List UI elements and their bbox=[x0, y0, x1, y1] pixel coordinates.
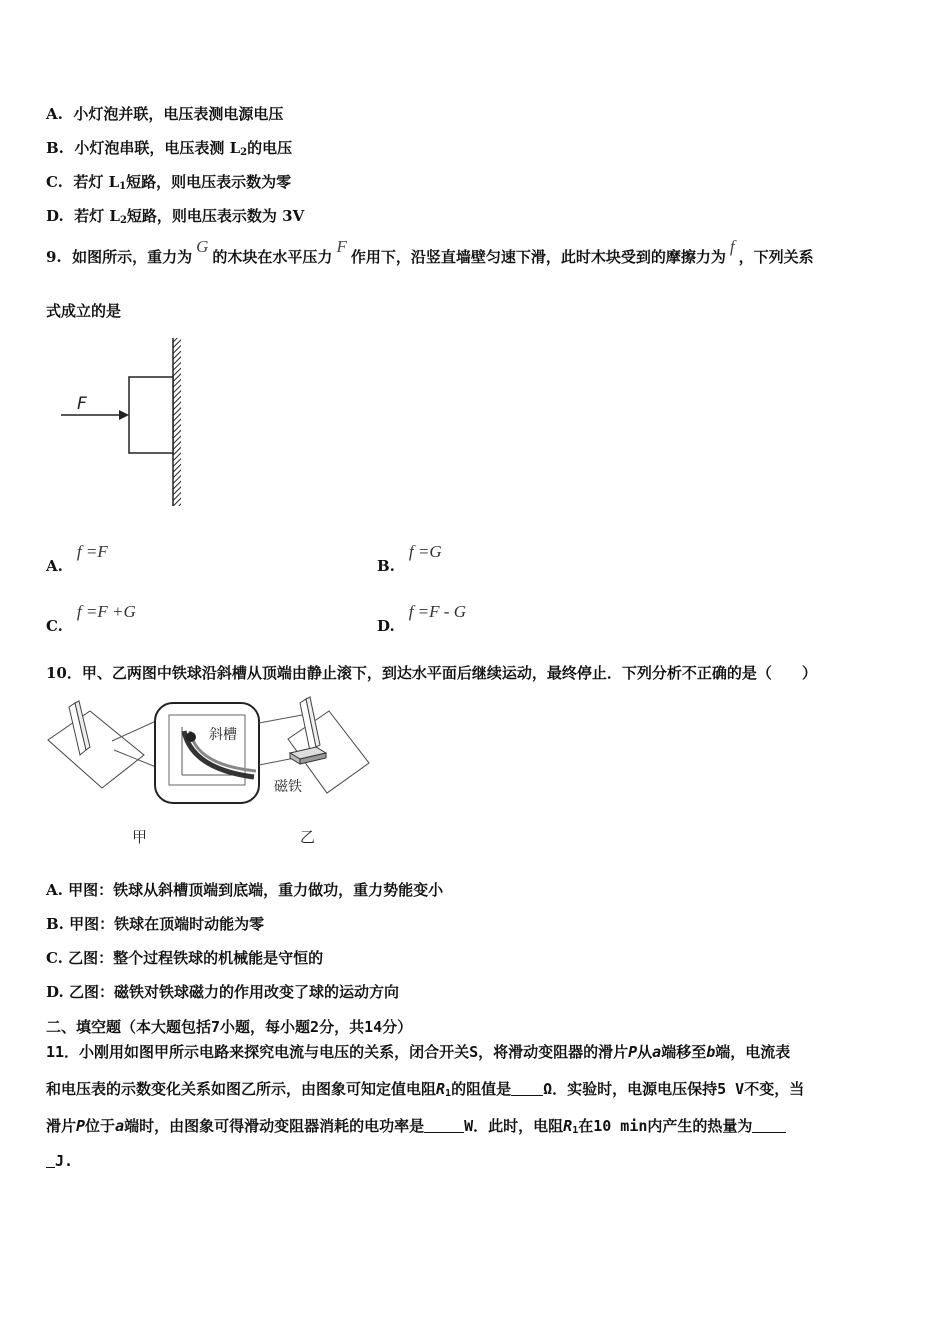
option-label: C. bbox=[46, 617, 63, 635]
option-expression: f =F - G bbox=[408, 602, 466, 621]
magnet-label: 磁铁 bbox=[274, 779, 302, 795]
q11-text: 滑片 bbox=[46, 1117, 77, 1135]
section-heading: 二、填空题（本大题包括7小题，每小题2分，共14分） bbox=[46, 1018, 413, 1036]
option-text: 小灯泡并联，电压表测电源电压 bbox=[73, 105, 284, 123]
q11-text: W．此时，电阻 bbox=[464, 1117, 564, 1135]
symbol-r: R bbox=[563, 1117, 573, 1135]
option-label: A. bbox=[46, 881, 63, 899]
option-label: C. bbox=[46, 949, 63, 967]
q10-stem: 10．甲、乙两图中铁球沿斜槽从顶端由静止滚下，到达水平面后继续运动，最终停止．下列分析不正确的是（ ） bbox=[46, 664, 817, 682]
option-text: 短路，则电压表示数为零 bbox=[126, 173, 292, 191]
answer-blank-3[interactable] bbox=[752, 1118, 786, 1133]
q11-text: 的阻值是 bbox=[451, 1080, 512, 1098]
subscript: 2 bbox=[119, 215, 127, 226]
q9-stem bbox=[46, 237, 814, 267]
option-label: B. bbox=[46, 915, 64, 933]
figure-label-jia: 甲 bbox=[132, 828, 148, 846]
option-label: C. bbox=[46, 173, 63, 191]
option-text: 若灯 L bbox=[73, 173, 120, 191]
chute-label: 斜槽 bbox=[209, 727, 237, 743]
option-label: A. bbox=[46, 105, 63, 123]
stem-text: 作用下，沿竖直墙壁匀速下滑，此时木块受到的摩擦力为 bbox=[350, 248, 726, 266]
subscript: 1 bbox=[445, 1088, 452, 1099]
option-text: 甲图：铁球从斜槽顶端到底端，重力做功，重力势能变小 bbox=[68, 881, 444, 899]
symbol-p: P bbox=[76, 1117, 86, 1135]
q11-line2 bbox=[46, 1078, 804, 1099]
stem-text: 如图所示，重力为 bbox=[72, 248, 193, 266]
q11-text: 和电压表的示数变化关系如图乙所示，由图象可知定值电阻 bbox=[46, 1080, 437, 1098]
q8-option-d bbox=[46, 205, 304, 226]
q11-line4 bbox=[46, 1152, 73, 1170]
symbol-p: P bbox=[628, 1043, 638, 1061]
figure-label-yi: 乙 bbox=[300, 828, 316, 846]
q11-line3 bbox=[46, 1115, 786, 1136]
q11-text: 端移至 bbox=[661, 1043, 707, 1061]
q10-option-a bbox=[46, 879, 443, 900]
answer-blank-1[interactable] bbox=[511, 1081, 543, 1096]
q11-text: J. bbox=[55, 1152, 74, 1170]
option-expression: f =F bbox=[76, 542, 108, 561]
wooden-block bbox=[129, 377, 173, 453]
answer-blank-2[interactable] bbox=[424, 1118, 464, 1133]
option-text: 乙图：整个过程铁球的机械能是守恒的 bbox=[68, 949, 324, 967]
chute-figure bbox=[44, 695, 374, 855]
option-label: D. bbox=[46, 207, 64, 225]
stem-text: ，下列关系 bbox=[738, 248, 814, 266]
q11-text: 位于 bbox=[85, 1117, 116, 1135]
symbol-g: G bbox=[196, 237, 209, 256]
option-text: 小灯泡串联，电压表测 L bbox=[74, 139, 241, 157]
wall bbox=[173, 338, 181, 506]
iron-ball bbox=[186, 732, 196, 742]
q11-text: 在10 min内产生的热量为 bbox=[578, 1117, 753, 1135]
block-wall-figure bbox=[55, 335, 195, 510]
subscript: 1 bbox=[119, 181, 127, 192]
symbol-small-f: f bbox=[729, 237, 735, 256]
q11-text: Ω．实验时，电源电压保持5 V不变，当 bbox=[543, 1080, 805, 1098]
q11-line1 bbox=[46, 1041, 790, 1062]
q9-option-c bbox=[46, 602, 136, 636]
q11-text: 11．小刚用如图甲所示电路来探究电流与电压的关系，闭合开关S，将滑动变阻器的滑片 bbox=[46, 1043, 629, 1061]
stem-text: 的木块在水平压力 bbox=[212, 248, 333, 266]
subscript: 1 bbox=[572, 1125, 579, 1136]
option-expression: f =G bbox=[408, 542, 442, 561]
q10-option-c bbox=[46, 947, 323, 968]
answer-blank-3-cont[interactable] bbox=[46, 1153, 55, 1168]
q11-text: 从 bbox=[637, 1043, 653, 1061]
subscript: 2 bbox=[240, 147, 248, 158]
symbol-b: b bbox=[706, 1043, 716, 1061]
option-text: 的电压 bbox=[247, 139, 293, 157]
q9-option-b bbox=[377, 542, 442, 576]
option-text: 乙图：磁铁对铁球磁力的作用改变了球的运动方向 bbox=[68, 983, 399, 1001]
q9-option-d bbox=[377, 602, 466, 636]
force-label: F bbox=[77, 394, 87, 414]
q9-stem-line2: 式成立的是 bbox=[46, 302, 122, 320]
q8-option-c bbox=[46, 171, 291, 192]
option-label: A. bbox=[46, 557, 63, 575]
q9-option-a bbox=[46, 542, 108, 576]
option-label: D. bbox=[377, 617, 395, 635]
symbol-f: F bbox=[336, 237, 347, 256]
option-label: D. bbox=[46, 983, 64, 1001]
q10-option-b bbox=[46, 913, 264, 934]
q8-option-a bbox=[46, 103, 283, 124]
option-text: 短路，则电压表示数为 3V bbox=[126, 207, 305, 225]
q8-option-b bbox=[46, 137, 292, 158]
symbol-a: a bbox=[115, 1117, 125, 1135]
q10-option-d bbox=[46, 981, 399, 1002]
q11-text: 端时，由图象可得滑动变阻器消耗的电功率是 bbox=[124, 1117, 425, 1135]
symbol-a: a bbox=[652, 1043, 662, 1061]
option-text: 甲图：铁球在顶端时动能为零 bbox=[69, 915, 265, 933]
q11-text: 端，电流表 bbox=[715, 1043, 791, 1061]
question-number: 9. bbox=[46, 248, 62, 266]
option-text: 若灯 L bbox=[74, 207, 120, 225]
option-label: B. bbox=[377, 557, 395, 575]
option-expression: f =F +G bbox=[76, 602, 136, 621]
option-label: B. bbox=[46, 139, 64, 157]
symbol-r: R bbox=[436, 1080, 446, 1098]
